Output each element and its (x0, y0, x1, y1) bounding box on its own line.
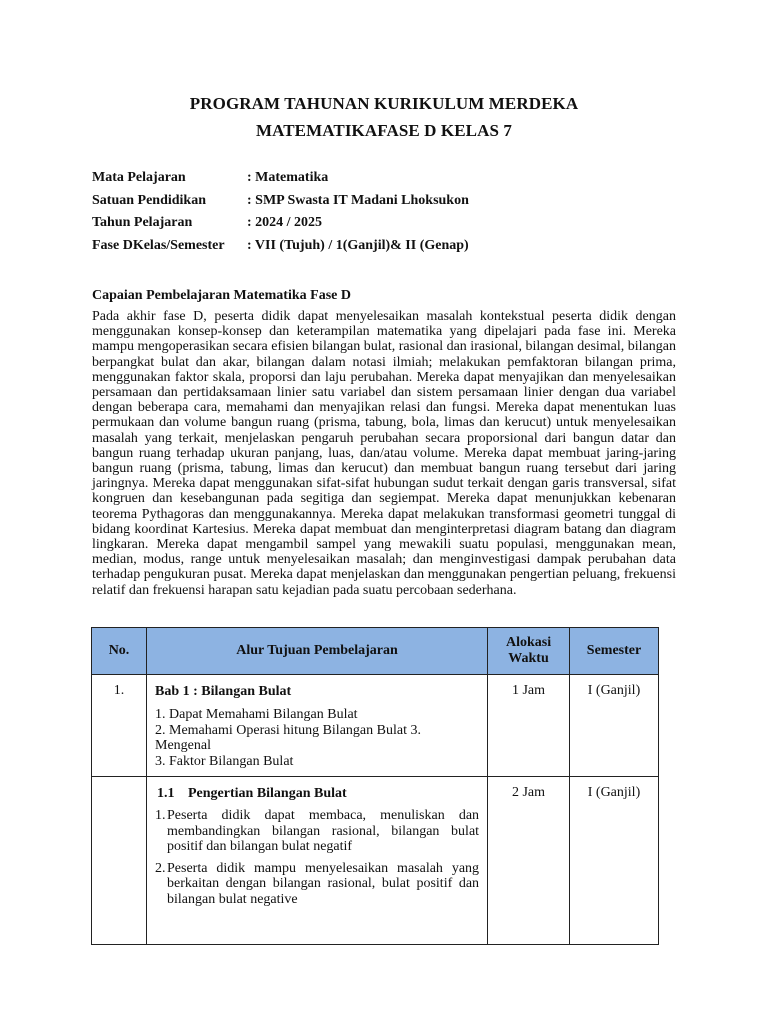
list-item-number: 2. (155, 860, 166, 876)
identity-row (92, 193, 469, 216)
identity-value: : SMP Swasta IT Madani Lhoksukon (247, 192, 469, 208)
identity-block (92, 170, 469, 260)
header-alur: Alur Tujuan Pembelajaran (147, 628, 488, 675)
bab-line: 2. Memahami Operasi hitung Bilangan Bulat 3. Mengenal (155, 722, 421, 753)
row-number: 1. (92, 675, 147, 777)
row-alokasi: 1 Jam (488, 675, 570, 777)
list-item-number: 1. (155, 808, 166, 823)
identity-key: Fase DKelas/Semester (92, 237, 225, 253)
subsection-title: Pengertian Bilangan Bulat (188, 786, 347, 801)
row-alur-cell (147, 777, 488, 945)
list-item (155, 808, 479, 855)
identity-value: : VII (Tujuh) / 1(Ganjil)& II (Genap) (247, 237, 469, 253)
row-alokasi: 2 Jam (488, 777, 570, 945)
header-semester: Semester (569, 628, 658, 675)
list-item-text: Peserta didik mampu menyelesaikan masalah yang berkaitan dengan bilangan rasional, bulat positif dan bilangan bulat negative (167, 860, 480, 907)
bab-title: Bab 1 : Bilangan Bulat (155, 684, 292, 699)
identity-key: Tahun Pelajaran (92, 215, 193, 230)
identity-row (92, 238, 469, 261)
row-semester: I (Ganjil) (569, 777, 658, 945)
list-item (155, 861, 479, 908)
identity-key: Mata Pelajaran (92, 170, 186, 185)
document-title-line2: MATEMATIKAFASE D KELAS 7 (255, 121, 512, 140)
row-number-empty (92, 777, 147, 945)
capaian-title: Capaian Pembelajaran Matematika Fase D (92, 288, 351, 303)
alur-table (91, 627, 659, 945)
table-row (92, 777, 659, 945)
bab-line: 1. Dapat Memahami Bilangan Bulat (155, 707, 358, 722)
header-alokasi (488, 628, 570, 675)
subsection-number: 1.1 (157, 786, 175, 801)
row-semester: I (Ganjil) (569, 675, 658, 777)
header-alokasi-line1: Alokasi (505, 635, 552, 650)
subsection-heading (157, 786, 479, 802)
identity-row (92, 215, 469, 238)
list-item-text: Peserta didik dapat membaca, menuliskan dan membandingkan bilangan rasional, bilangan bulat positif dan bilangan bulat negatif (167, 808, 480, 854)
identity-key: Satuan Pendidikan (92, 192, 206, 208)
identity-value: : 2024 / 2025 (247, 215, 323, 230)
document-title-line1: PROGRAM TAHUNAN KURIKULUM MERDEKA (189, 94, 579, 113)
identity-row (92, 170, 469, 193)
table-header-row (92, 628, 659, 675)
row-alur-cell (147, 675, 488, 777)
identity-value: : Matematika (247, 170, 329, 185)
capaian-paragraph: Pada akhir fase D, peserta didik dapat menyelesaikan masalah kontekstual peserta didik dengan menggunakan konsep-konsep dan keterampilan matematika yang dipelajari pada fase ini. Mereka mampu mengoperasikan secara efisien bilangan bulat, rasional dan irasional, bilangan desimal, bilangan berpangkat bulat dan akar, bilangan dalam notasi ilmiah; melakukan pemfaktoran bilangan prima, menggunakan faktor skala, proporsi dan laju perubahan. Mereka dapat menyajikan dan menyelesaikan persamaan dan pertidaksamaan linier satu variabel dan sistem persamaan linier dengan dua variabel dengan beberapa cara, memahami dan menyajikan relasi dan fungsi. Mereka dapat menentukan luas permukaan dan volume bangun ruang (prisma, tabung, bola, limas dan kerucut) untuk menyelesaikan masalah yang terkait, menjelaskan pengaruh perubahan secara proporsional dari bangun datar dan bangun ruang terhadap ukuran panjang, luas, dan/atau volume. Mereka dapat membuat jaring-jaring bangun ruang (prisma, tabung, limas dan kerucut) dan membuat bangun ruang tersebut dari jaring jaringnya. Mereka dapat menggunakan sifat-sifat hubungan sudut terkait dengan garis transversal, sifat kongruen dan kesebangunan pada segitiga dan segiempat. Mereka dapat menunjukkan kebenaran teorema Pythagoras dan menggunakannya. Mereka dapat melakukan transformasi geometri tunggal di bidang koordinat Kartesius. Mereka dapat membuat dan menginterpretasi diagram batang dan diagram lingkaran. Mereka dapat mengambil sampel yang mewakili suatu populasi, menggunakan mean, median, modus, range untuk menyelesaikan masalah; dan menginvestigasi dampak perubahan data terhadap pengukuran pusat. Mereka dapat menjelaskan dan menggunakan pengertian peluang, frekuensi relatif dan frekuensi harapan satu kejadian pada suatu percobaan sederhana. (92, 309, 676, 598)
header-alokasi-line2: Waktu (508, 651, 549, 666)
bab-line: 3. Faktor Bilangan Bulat (155, 753, 294, 769)
table-row (92, 675, 659, 777)
header-no: No. (92, 628, 147, 675)
